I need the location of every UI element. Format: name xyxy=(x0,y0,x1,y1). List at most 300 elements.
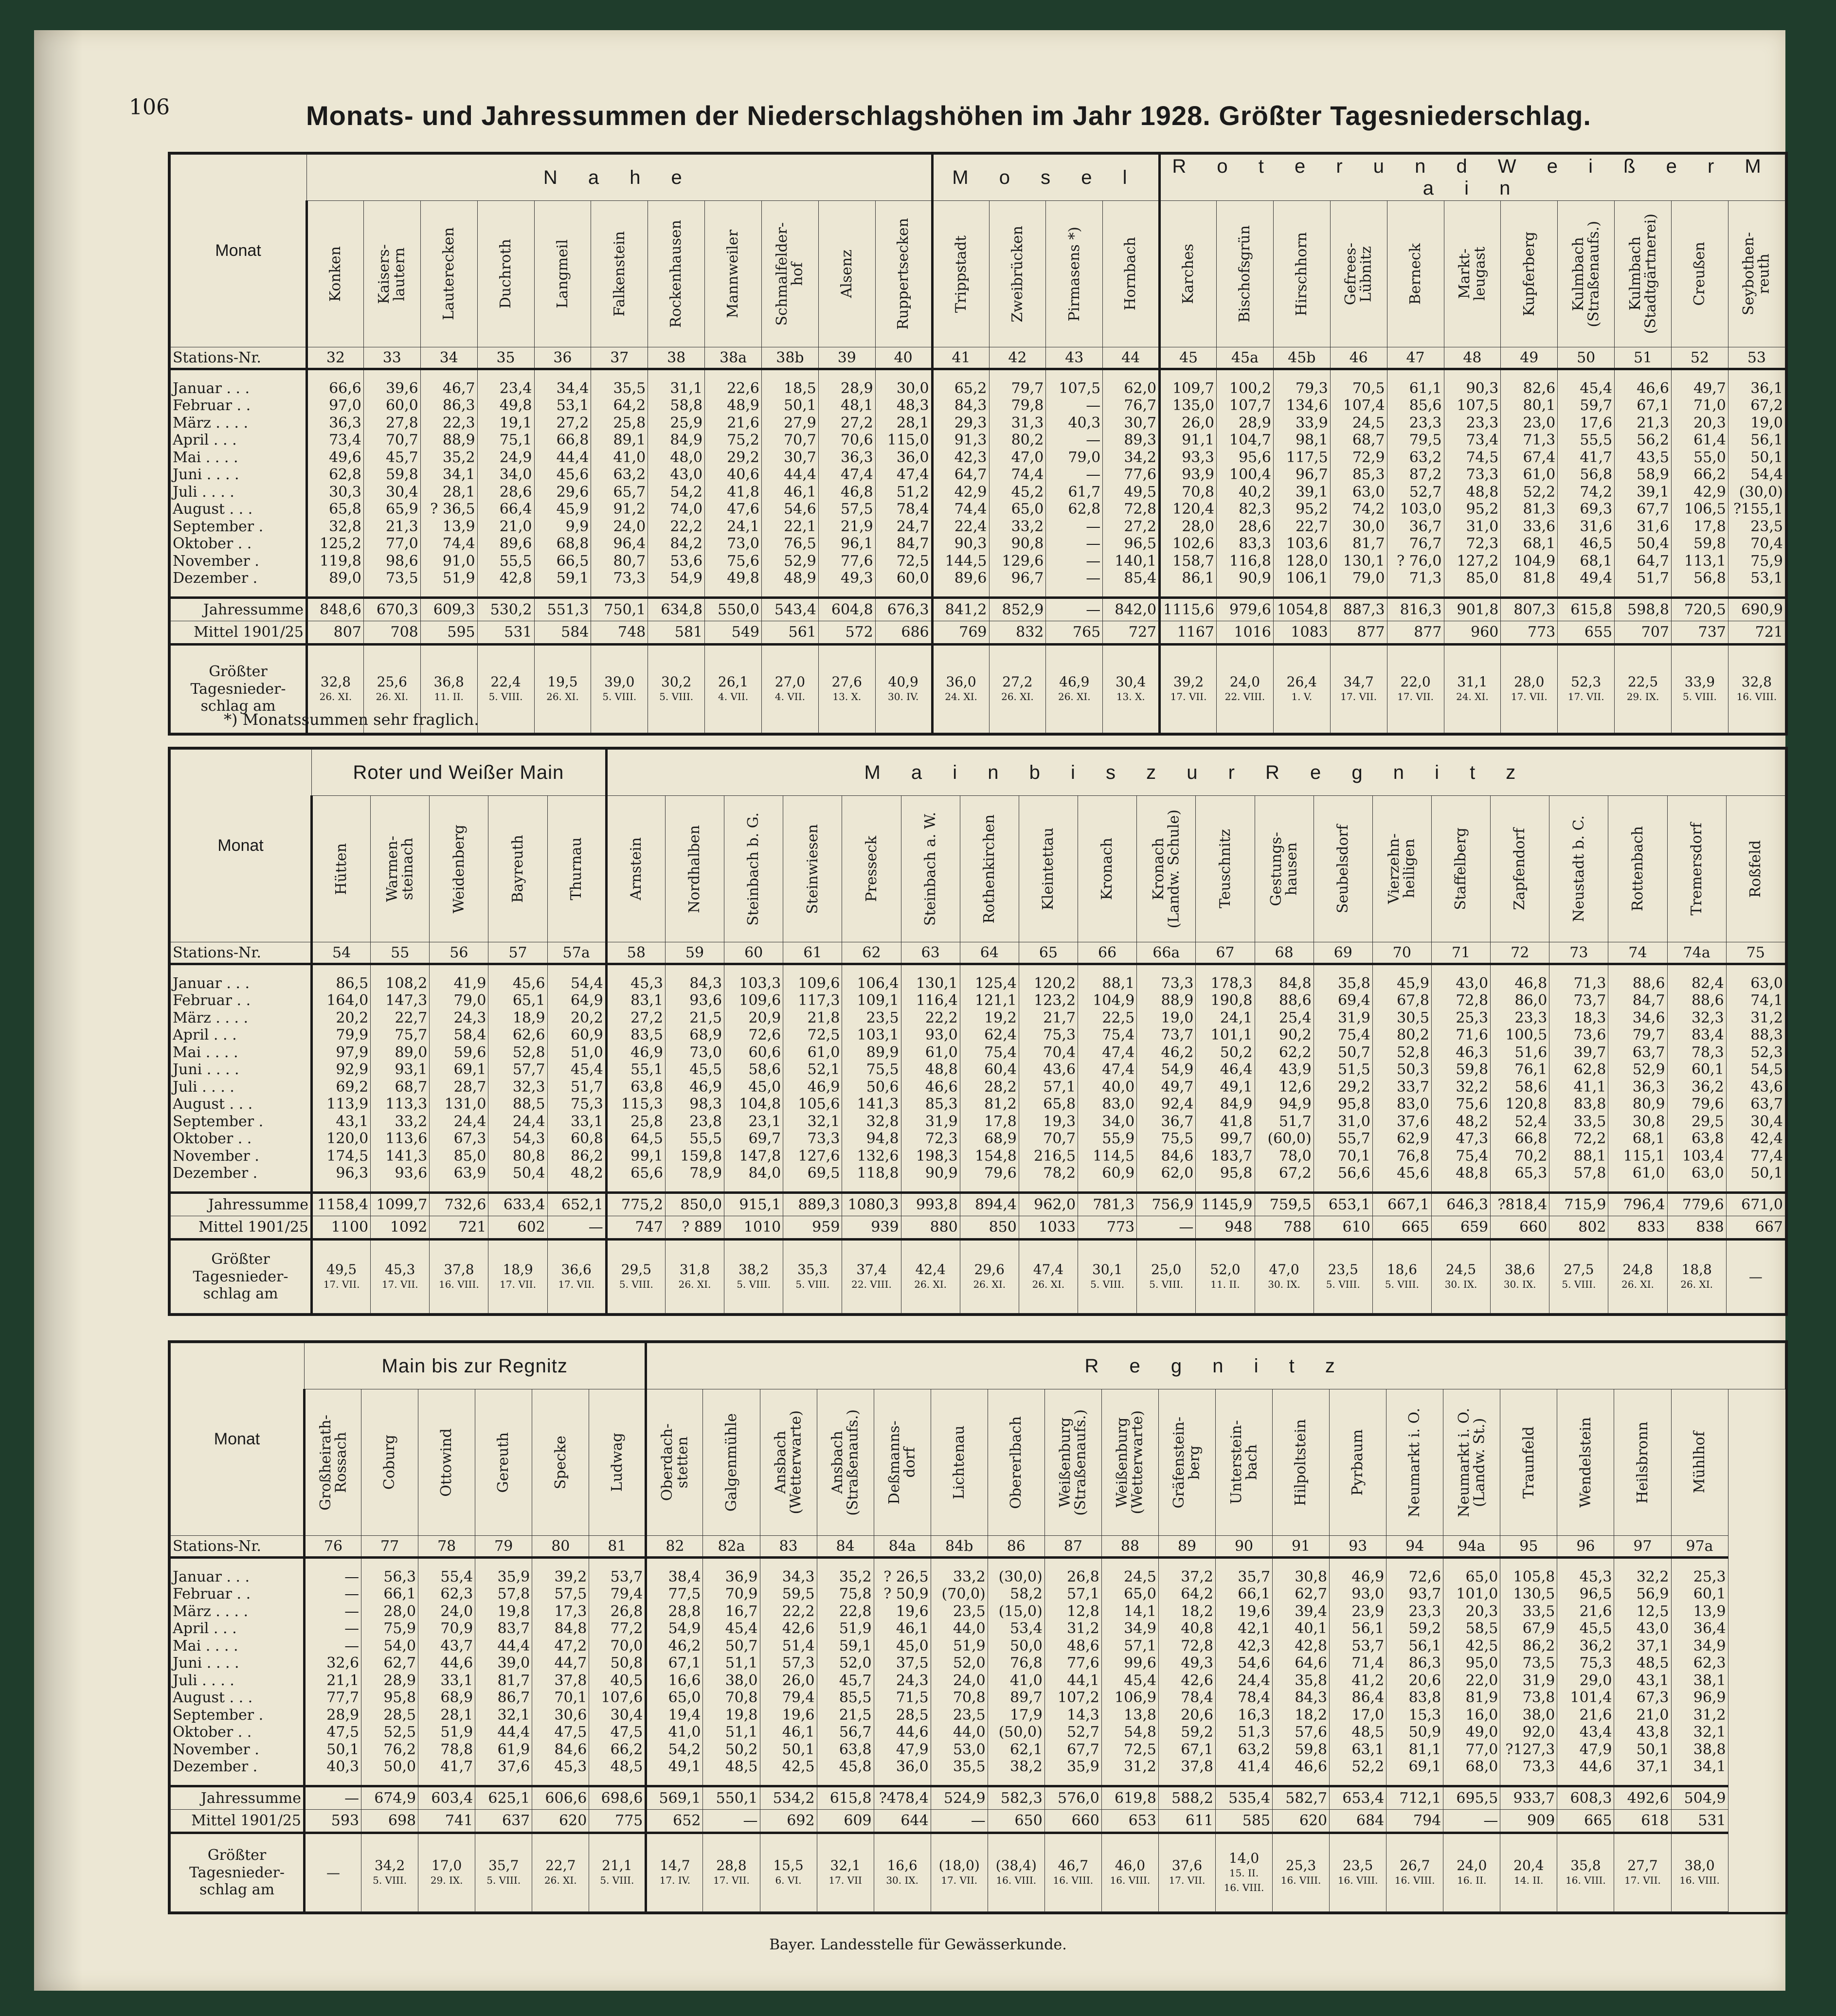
annual-sum: 534,2 xyxy=(760,1786,817,1810)
max-daily-cell xyxy=(477,645,534,733)
month-value: 28,7 xyxy=(453,1078,486,1096)
month-value: 51,9 xyxy=(442,570,475,587)
long-term-mean: — xyxy=(547,1216,606,1240)
table-block-nahe-mosel-main xyxy=(168,152,1788,736)
max-daily-date: 5. VIII. xyxy=(488,690,523,702)
month-value: 20,2 xyxy=(570,1009,603,1026)
month-value: 40,3 xyxy=(326,1758,360,1775)
station-number: 82 xyxy=(646,1536,703,1558)
station-name: Gräfenstein- berg xyxy=(1170,1416,1203,1509)
block3-table xyxy=(170,1343,1785,1912)
max-daily-cell xyxy=(875,645,932,733)
monthly-values xyxy=(1216,1558,1273,1786)
month-value: 41,1 xyxy=(1573,1078,1606,1096)
max-daily-value: 30,2 xyxy=(661,673,692,690)
month-value: 53,1 xyxy=(1750,570,1783,587)
month-value: 85,6 xyxy=(1409,397,1442,414)
max-daily-value: 39,0 xyxy=(604,673,635,690)
stations-nr-label: Stations-Nr. xyxy=(171,347,307,369)
monthly-values xyxy=(1314,964,1372,1193)
month-value: 41,2 xyxy=(1351,1672,1385,1689)
month-value: 79,0 xyxy=(1352,570,1385,587)
month-value: 26,8 xyxy=(1067,1568,1099,1585)
month-value: 19,0 xyxy=(1750,414,1783,432)
monthly-values xyxy=(1217,369,1274,598)
station-header-wrap xyxy=(1080,796,1134,942)
station-header-wrap xyxy=(420,1389,473,1535)
month-value: 36,1 xyxy=(1750,379,1783,397)
station-header-wrap xyxy=(310,201,361,347)
month-value: 107,7 xyxy=(1229,397,1271,414)
station-header-wrap xyxy=(821,201,873,347)
month-value: 28,5 xyxy=(383,1706,416,1724)
long-term-mean: 610 xyxy=(1314,1216,1372,1240)
month-value: 58,8 xyxy=(670,397,703,414)
month-value: 57,5 xyxy=(840,501,873,518)
month-value: 25,3 xyxy=(1693,1568,1726,1585)
long-term-mean: 880 xyxy=(901,1216,960,1240)
long-term-mean: 665 xyxy=(1372,1216,1431,1240)
station-header xyxy=(1160,201,1217,347)
month-value: 73,5 xyxy=(1522,1655,1555,1672)
month-value: 63,0 xyxy=(1352,483,1385,501)
annual-sum: 608,3 xyxy=(1557,1786,1614,1810)
long-term-mean: 618 xyxy=(1614,1810,1671,1833)
station-number: 55 xyxy=(371,942,430,964)
month-value: 53,7 xyxy=(610,1568,643,1585)
month-value: 52,8 xyxy=(512,1044,545,1061)
month-value: 106,1 xyxy=(1286,570,1328,587)
monthly-values xyxy=(760,1558,817,1786)
month-value: 72,8 xyxy=(1456,992,1489,1009)
monthly-values xyxy=(1672,369,1728,598)
station-number: 94 xyxy=(1386,1536,1443,1558)
month-value: 83,3 xyxy=(1239,535,1271,552)
long-term-mean: 794 xyxy=(1386,1810,1443,1833)
monthly-values xyxy=(1557,1558,1614,1786)
station-header xyxy=(1443,1389,1500,1536)
station-number: 81 xyxy=(589,1536,646,1558)
month-value: 24,5 xyxy=(1124,1568,1156,1585)
monthly-values xyxy=(817,1558,874,1786)
long-term-mean: 686 xyxy=(875,621,932,645)
month-value: 158,7 xyxy=(1172,552,1214,570)
month-value: 86,5 xyxy=(336,974,369,992)
month-value: 60,0 xyxy=(385,397,418,414)
month-value: 103,0 xyxy=(1400,501,1442,518)
station-header xyxy=(989,201,1046,347)
max-daily-date: 16. VIII. xyxy=(1394,1874,1435,1886)
month-value: 64,7 xyxy=(1637,552,1669,570)
station-header xyxy=(477,201,534,347)
station-header-wrap xyxy=(307,1389,359,1535)
month-value: 74,1 xyxy=(1750,992,1783,1009)
month-value: 66,6 xyxy=(329,379,361,397)
station-number: 54 xyxy=(312,942,371,964)
max-daily-date: 5. VIII. xyxy=(795,1278,830,1290)
month-value: 47,4 xyxy=(896,466,929,483)
month-value: 53,7 xyxy=(1351,1637,1385,1655)
month-value: 76,7 xyxy=(1409,535,1442,552)
station-name: Karches xyxy=(1180,244,1197,304)
month-value: 36,0 xyxy=(896,1758,929,1775)
station-number: 53 xyxy=(1728,347,1785,369)
month-value: 95,0 xyxy=(1465,1655,1498,1672)
annual-sum: 889,3 xyxy=(783,1193,842,1216)
month-value: 45,7 xyxy=(839,1672,872,1689)
max-daily-cell xyxy=(1558,645,1615,733)
month-value: 34,0 xyxy=(1102,1113,1135,1130)
month-value: 55,5 xyxy=(689,1130,722,1147)
month-value: 46,6 xyxy=(925,1078,958,1096)
month-value: 49,6 xyxy=(329,449,361,466)
month-value: 43,5 xyxy=(1637,449,1669,466)
month-value: 88,6 xyxy=(1691,992,1724,1009)
month-value: 35,5 xyxy=(613,379,646,397)
month-value: 22,6 xyxy=(727,379,759,397)
max-daily-date: 26. XI. xyxy=(1058,690,1091,702)
max-daily-date: 16. VIII. xyxy=(439,1278,479,1290)
month-value: 74,4 xyxy=(954,501,987,518)
month-value: 63,7 xyxy=(1632,1044,1665,1061)
month-value: 54,5 xyxy=(1750,1061,1783,1078)
max-daily-value: 30,1 xyxy=(1092,1261,1123,1278)
monthly-values xyxy=(591,369,648,598)
month-value: 52,0 xyxy=(839,1655,872,1672)
month-value: 74,2 xyxy=(1352,501,1385,518)
station-number: 77 xyxy=(361,1536,418,1558)
station-name: Hornbach xyxy=(1122,237,1139,311)
month-value: 9,9 xyxy=(565,518,589,535)
month-value: 60,9 xyxy=(1102,1165,1135,1182)
month-value: ?155,1 xyxy=(1733,501,1783,518)
month-value: 56,7 xyxy=(839,1724,872,1741)
month-value: 51,9 xyxy=(839,1620,872,1637)
month-value: 51,3 xyxy=(1238,1724,1271,1741)
month-value: 89,7 xyxy=(1010,1689,1043,1706)
max-daily-cell xyxy=(1044,1833,1101,1912)
station-header xyxy=(361,1389,418,1536)
month-value: 17,6 xyxy=(1580,414,1613,432)
max-daily-date: 16. VIII. xyxy=(1110,1874,1151,1886)
monthly-values xyxy=(988,1558,1044,1786)
month-value: 81,3 xyxy=(1523,501,1556,518)
station-header xyxy=(1372,796,1431,942)
monthly-values xyxy=(1444,369,1501,598)
station-header-wrap xyxy=(1551,796,1606,942)
max-daily-value: — xyxy=(326,1864,341,1881)
month-value: 23,4 xyxy=(499,379,532,397)
month-value: 54,6 xyxy=(784,501,816,518)
max-daily-cell xyxy=(1443,1833,1500,1912)
max-daily-cell xyxy=(1196,1240,1255,1314)
month-value: 40,3 xyxy=(1068,414,1101,432)
month-value: 29,6 xyxy=(556,483,589,501)
max-daily-date: 26. XI. xyxy=(1621,1278,1654,1290)
month-value: 71,3 xyxy=(1573,974,1606,992)
max-daily-date: 26. XI. xyxy=(973,1278,1006,1290)
month-value: 49,5 xyxy=(1124,483,1157,501)
max-daily-value: 25,6 xyxy=(377,673,407,690)
month-value: 74,0 xyxy=(670,501,703,518)
station-name: Gereuth xyxy=(495,1432,512,1493)
annual-sum: 598,8 xyxy=(1615,598,1672,621)
max-daily-value: 37,8 xyxy=(444,1261,474,1278)
month-value: 59,8 xyxy=(1693,535,1726,552)
month-value: 77,0 xyxy=(385,535,418,552)
max-daily-value: 18,6 xyxy=(1386,1261,1418,1278)
month-value: 67,9 xyxy=(1522,1620,1555,1637)
station-header xyxy=(1044,1389,1101,1536)
annual-sum: — xyxy=(305,1786,361,1810)
month-value: 51,9 xyxy=(953,1637,986,1655)
max-daily-value: 40,9 xyxy=(888,673,918,690)
station-header xyxy=(1615,201,1672,347)
month-value: 33,9 xyxy=(1295,414,1328,432)
max-daily-date: 26. XI. xyxy=(678,1278,711,1290)
month-value: 84,2 xyxy=(670,535,703,552)
month-value: 77,5 xyxy=(668,1585,701,1602)
monthly-values xyxy=(589,1558,646,1786)
monthly-values xyxy=(960,964,1019,1193)
month-value: 103,4 xyxy=(1682,1147,1724,1165)
max-daily-date: 5. VIII. xyxy=(1682,690,1717,702)
station-name: Heilsbronn xyxy=(1634,1421,1651,1504)
station-header xyxy=(646,1389,703,1536)
month-value: 71,5 xyxy=(896,1689,929,1706)
station-header xyxy=(1387,201,1444,347)
month-value: 64,6 xyxy=(1295,1655,1328,1672)
mittel-label: Mittel 1901/25 xyxy=(171,621,307,645)
month-value: 73,3 xyxy=(1522,1758,1555,1775)
month-value: 63,0 xyxy=(1691,1165,1724,1182)
month-value: 118,8 xyxy=(857,1165,899,1182)
month-value: 130,5 xyxy=(1513,1585,1555,1602)
month-value: 75,6 xyxy=(727,552,759,570)
month-value: 42,5 xyxy=(1465,1637,1498,1655)
month-value: 38,4 xyxy=(668,1568,701,1585)
month-value: 68,9 xyxy=(984,1130,1017,1147)
month-value: 49,4 xyxy=(1580,570,1613,587)
month-value: 50,8 xyxy=(610,1655,643,1672)
month-value: 17,8 xyxy=(1693,518,1726,535)
month-value: 30,0 xyxy=(1352,518,1385,535)
max-daily-value: 27,7 xyxy=(1627,1857,1658,1873)
station-number: 32 xyxy=(307,347,364,369)
month-value: 46,7 xyxy=(442,379,475,397)
long-term-mean: 1100 xyxy=(312,1216,371,1240)
month-value: 44,6 xyxy=(440,1655,473,1672)
max-daily-cell xyxy=(547,1240,606,1314)
station-header-wrap xyxy=(707,201,759,347)
long-term-mean: 833 xyxy=(1608,1216,1667,1240)
month-value: 80,2 xyxy=(1397,1026,1429,1044)
station-header xyxy=(988,1389,1044,1536)
month-value: 46,6 xyxy=(1637,379,1669,397)
month-value: 24,9 xyxy=(499,449,532,466)
month-value: 43,7 xyxy=(440,1637,473,1655)
month-value: 46,8 xyxy=(840,483,873,501)
station-number: 97a xyxy=(1671,1536,1728,1558)
month-value: 90,3 xyxy=(954,535,987,552)
month-value: 50,1 xyxy=(784,397,816,414)
station-header-wrap xyxy=(650,201,702,347)
annual-sum: 698,6 xyxy=(589,1786,646,1810)
month-value: 75,8 xyxy=(839,1585,872,1602)
month-value: 101,4 xyxy=(1570,1689,1612,1706)
station-header-wrap xyxy=(1163,201,1214,347)
month-value: 75,7 xyxy=(395,1026,428,1044)
monthly-values xyxy=(1196,964,1255,1193)
annual-sum: 604,8 xyxy=(818,598,875,621)
month-value: 61,7 xyxy=(1068,483,1101,501)
max-daily-date: 5. VIII. xyxy=(486,1874,521,1886)
monthly-values xyxy=(1491,964,1549,1193)
station-name: Weidenberg xyxy=(450,824,468,914)
month-value: 43,1 xyxy=(1636,1672,1669,1689)
month-value: 72,2 xyxy=(1573,1130,1606,1147)
month-value: 70,9 xyxy=(725,1585,758,1602)
month-value: 44,0 xyxy=(953,1724,986,1741)
month-value: 33,5 xyxy=(1522,1602,1555,1620)
month-value: 54,9 xyxy=(670,570,703,587)
month-value: 85,3 xyxy=(1352,466,1385,483)
long-term-mean: ? 889 xyxy=(665,1216,724,1240)
month-value: 24,0 xyxy=(440,1602,473,1620)
month-value: 60,1 xyxy=(1693,1585,1726,1602)
station-header xyxy=(783,796,842,942)
month-value: 72,3 xyxy=(1466,535,1499,552)
station-header xyxy=(960,796,1019,942)
month-value: 48,8 xyxy=(1456,1165,1489,1182)
binding-shadow xyxy=(34,30,83,1991)
monthly-values xyxy=(1608,964,1667,1193)
month-value: 52,2 xyxy=(1523,483,1556,501)
max-daily-date: 16. VIII. xyxy=(1053,1874,1094,1886)
month-value: 127,6 xyxy=(798,1147,840,1165)
station-number: 42 xyxy=(989,347,1046,369)
station-header-wrap xyxy=(876,1389,929,1535)
month-value: 47,5 xyxy=(554,1724,587,1741)
station-header xyxy=(606,796,665,942)
month-value: 34,3 xyxy=(782,1568,815,1585)
month-value: 104,9 xyxy=(1513,552,1556,570)
monthly-values xyxy=(1372,964,1431,1193)
month-value: 80,2 xyxy=(1011,432,1044,449)
max-daily-cell xyxy=(1444,645,1501,733)
month-value: 48,8 xyxy=(925,1061,958,1078)
station-name: Steinbach b. G. xyxy=(745,812,762,926)
annual-sum: 576,0 xyxy=(1044,1786,1101,1810)
month-value: 81,7 xyxy=(1352,535,1385,552)
station-header xyxy=(1549,796,1608,942)
max-daily-cell xyxy=(703,1833,760,1912)
month-value: 17,8 xyxy=(984,1113,1017,1130)
station-header xyxy=(1431,796,1490,942)
month-value: 62,2 xyxy=(1278,1044,1312,1061)
month-value: 50,2 xyxy=(1220,1044,1253,1061)
month-value: 104,9 xyxy=(1093,992,1135,1009)
month-value: 38,0 xyxy=(725,1672,758,1689)
month-value: 50,7 xyxy=(1338,1044,1370,1061)
month-value: 65,1 xyxy=(512,992,545,1009)
station-name: Creußen xyxy=(1691,242,1709,306)
station-name: Gestungs- hausen xyxy=(1268,831,1300,906)
long-term-mean: 832 xyxy=(989,621,1046,645)
max-daily-date: 17. VII. xyxy=(1169,1874,1206,1886)
monthly-values xyxy=(418,1558,475,1786)
max-daily-cell xyxy=(1671,1833,1728,1912)
month-value: 67,1 xyxy=(1181,1741,1213,1758)
month-value: 45,4 xyxy=(725,1620,758,1637)
month-value: 44,1 xyxy=(1067,1672,1099,1689)
month-value: 33,1 xyxy=(570,1113,603,1130)
station-number: 90 xyxy=(1216,1536,1273,1558)
month-value: 141,3 xyxy=(857,1096,899,1113)
month-value: 21,9 xyxy=(840,518,873,535)
month-value: 47,9 xyxy=(896,1741,929,1758)
station-number: 83 xyxy=(760,1536,817,1558)
month-value: 36,7 xyxy=(1409,518,1442,535)
monat-header: Monat xyxy=(171,1343,305,1536)
station-name: Staffelberg xyxy=(1452,828,1470,910)
month-value: 42,8 xyxy=(499,570,532,587)
month-value: 84,7 xyxy=(896,535,929,552)
max-daily-value: 21,1 xyxy=(602,1857,632,1873)
month-value: 67,2 xyxy=(1750,397,1783,414)
max-daily-value: (18,0) xyxy=(938,1857,980,1873)
max-daily-label: Größter Tagesnieder- schlag am xyxy=(171,1833,305,1912)
annual-sum: 775,2 xyxy=(606,1193,665,1216)
max-daily-value: 16,6 xyxy=(887,1857,918,1873)
station-header xyxy=(1158,1389,1215,1536)
month-value: 41,7 xyxy=(1580,449,1613,466)
max-daily-value: 27,6 xyxy=(831,673,862,690)
month-value: 68,9 xyxy=(440,1689,473,1706)
station-name: Trippstadt xyxy=(952,235,970,313)
month-value: 45,8 xyxy=(839,1758,872,1775)
month-value: 58,6 xyxy=(1514,1078,1548,1096)
month-value: 70,6 xyxy=(840,432,873,449)
month-value: 45,4 xyxy=(1580,379,1613,397)
station-header-wrap xyxy=(1503,201,1555,347)
annual-sum: 615,8 xyxy=(1558,598,1615,621)
month-value: 84,9 xyxy=(670,432,703,449)
max-daily-value: 39,2 xyxy=(1173,673,1204,690)
max-daily-value: 38,0 xyxy=(1684,1857,1715,1873)
annual-sum: 779,6 xyxy=(1667,1193,1726,1216)
month-value: 32,6 xyxy=(326,1655,360,1672)
month-labels: Januar . . . Februar . . März . . . . April . . . Mai . . . . Juni . . . . Juli . . . . August . . . September . Oktober . . November . Dezember . xyxy=(171,964,312,1193)
max-daily-value: 14,0 xyxy=(1228,1850,1260,1866)
long-term-mean: 1033 xyxy=(1019,1216,1078,1240)
annual-sum: 667,1 xyxy=(1372,1193,1431,1216)
month-value: 29,3 xyxy=(954,414,987,432)
month-value: 38,0 xyxy=(1522,1706,1555,1724)
station-header xyxy=(1386,1389,1443,1536)
month-value: 36,2 xyxy=(1691,1078,1724,1096)
month-value: 56,3 xyxy=(383,1568,416,1585)
month-value: 147,8 xyxy=(739,1147,781,1165)
month-value: 22,2 xyxy=(925,1009,958,1026)
station-header-wrap xyxy=(1218,1389,1270,1535)
monat-header: Monat xyxy=(171,155,307,347)
station-number: 33 xyxy=(363,347,420,369)
month-value: 27,8 xyxy=(385,414,418,432)
month-value: 38,2 xyxy=(1010,1758,1043,1775)
month-value: 50,9 xyxy=(1408,1724,1441,1741)
monthly-values xyxy=(312,964,371,1193)
